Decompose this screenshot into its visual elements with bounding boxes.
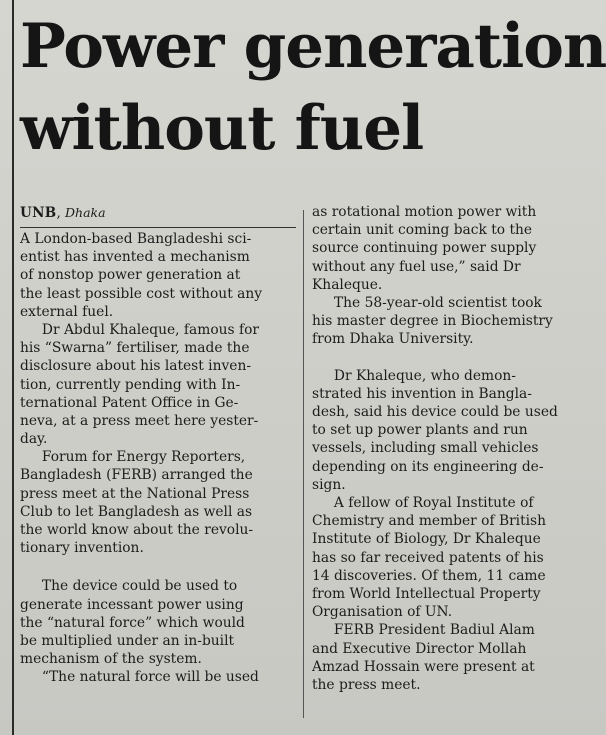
article-text-line: Khaleque.	[312, 276, 383, 293]
byline-separator: ,	[56, 205, 61, 221]
article-text-line: his “Swarna” fertiliser, made the	[20, 340, 250, 357]
article-text-line: The device could be used to	[20, 578, 238, 595]
byline-agency: UNB	[20, 205, 57, 221]
article-text-line: as rotational motion power with	[312, 204, 537, 220]
article-text-line: depending on its engineering de-	[312, 458, 544, 475]
article-text-line: and Executive Director Mollah	[312, 640, 527, 657]
byline-bar	[20, 201, 296, 228]
column-1-text-block-1	[20, 230, 298, 557]
article-text-line: tionary invention.	[20, 540, 144, 557]
article-text-line: Chemistry and member of British	[312, 513, 547, 530]
article-text-line: from Dhaka University.	[312, 331, 474, 348]
article-text-line: tion, currently pending with In-	[20, 376, 241, 393]
article-column-2	[312, 203, 592, 694]
article-text-line: press meet at the National Press	[20, 485, 250, 502]
article-text-line: strated his invention in Bangla-	[312, 385, 532, 402]
article-text-line: certain unit coming back to the	[312, 222, 533, 239]
article-text-line: from World Intellectual Property	[312, 585, 541, 602]
article-text-line: vessels, including small vehicles	[312, 440, 539, 457]
article-text-line: Club to let Bangladesh as well as	[20, 503, 253, 520]
article-text-line: The 58-year-old scientist took	[312, 294, 542, 311]
article-text-line: to set up power plants and run	[312, 422, 528, 439]
article-text-line: Organisation of UN.	[312, 604, 453, 621]
article-text-line: disclosure about his latest inven-	[20, 358, 251, 375]
article-text-line: mechanism of the system.	[20, 651, 202, 668]
column-1-text-block-2	[20, 577, 298, 686]
column-divider	[303, 210, 304, 718]
article-text-line: day.	[20, 431, 48, 448]
headline-line-2: without fuel	[20, 93, 424, 164]
article-text-line: A fellow of Royal Institute of	[312, 495, 534, 511]
article-text-line: without any fuel use,” said Dr	[312, 258, 521, 275]
article-text-line: Dr Khaleque, who demon-	[312, 367, 516, 384]
paragraph-gap	[20, 557, 298, 577]
column-border-left	[12, 0, 14, 735]
article-text-line: Forum for Energy Reporters,	[20, 449, 246, 466]
article-text-line: A London-based Bangladeshi sci-	[20, 231, 252, 247]
article-text-line: ternational Patent Office in Ge-	[20, 394, 239, 411]
article-text-line: 14 discoveries. Of them, 11 came	[312, 567, 546, 584]
article-text-line: neva, at a press meet here yester-	[20, 412, 259, 429]
column-2-text-block	[312, 203, 592, 694]
article-text-line: “The natural force will be used	[20, 669, 259, 686]
article-text-line: his master degree in Biochemistry	[312, 313, 553, 330]
article-text-line: sign.	[312, 476, 346, 493]
article-text-line: source continuing power supply	[312, 240, 537, 257]
article-text-line: the “natural force” which would	[20, 614, 245, 631]
article-text-line: the press meet.	[312, 676, 421, 693]
article-text-line: Bangladesh (FERB) arranged the	[20, 467, 253, 484]
article-headline	[20, 6, 606, 170]
article-text-line: entist has invented a mechanism	[20, 249, 250, 266]
article-text-line: Amzad Hossain were present at	[312, 658, 535, 675]
article-text-line	[312, 349, 592, 367]
article-text-line: FERB President Badiul Alam	[312, 622, 535, 639]
byline-place: Dhaka	[65, 205, 106, 220]
headline-line-1: Power generation	[20, 11, 606, 82]
byline	[20, 201, 296, 225]
article-text-line: Dr Abdul Khaleque, famous for	[20, 321, 260, 338]
article-text-line: the world know about the revolu-	[20, 522, 254, 538]
article-text-line: generate incessant power using	[20, 596, 244, 613]
article-text-line: the least possible cost without any	[20, 285, 263, 302]
article-text-line: of nonstop power generation at	[20, 267, 241, 284]
article-column-1	[20, 230, 298, 687]
article-text-line: Institute of Biology, Dr Khaleque	[312, 531, 541, 548]
article-text-line: desh, said his device could be used	[312, 404, 558, 421]
article-text-line: has so far received patents of his	[312, 549, 544, 566]
article-text-line: external fuel.	[20, 303, 114, 320]
article-text-line: be multiplied under an in-built	[20, 632, 235, 649]
